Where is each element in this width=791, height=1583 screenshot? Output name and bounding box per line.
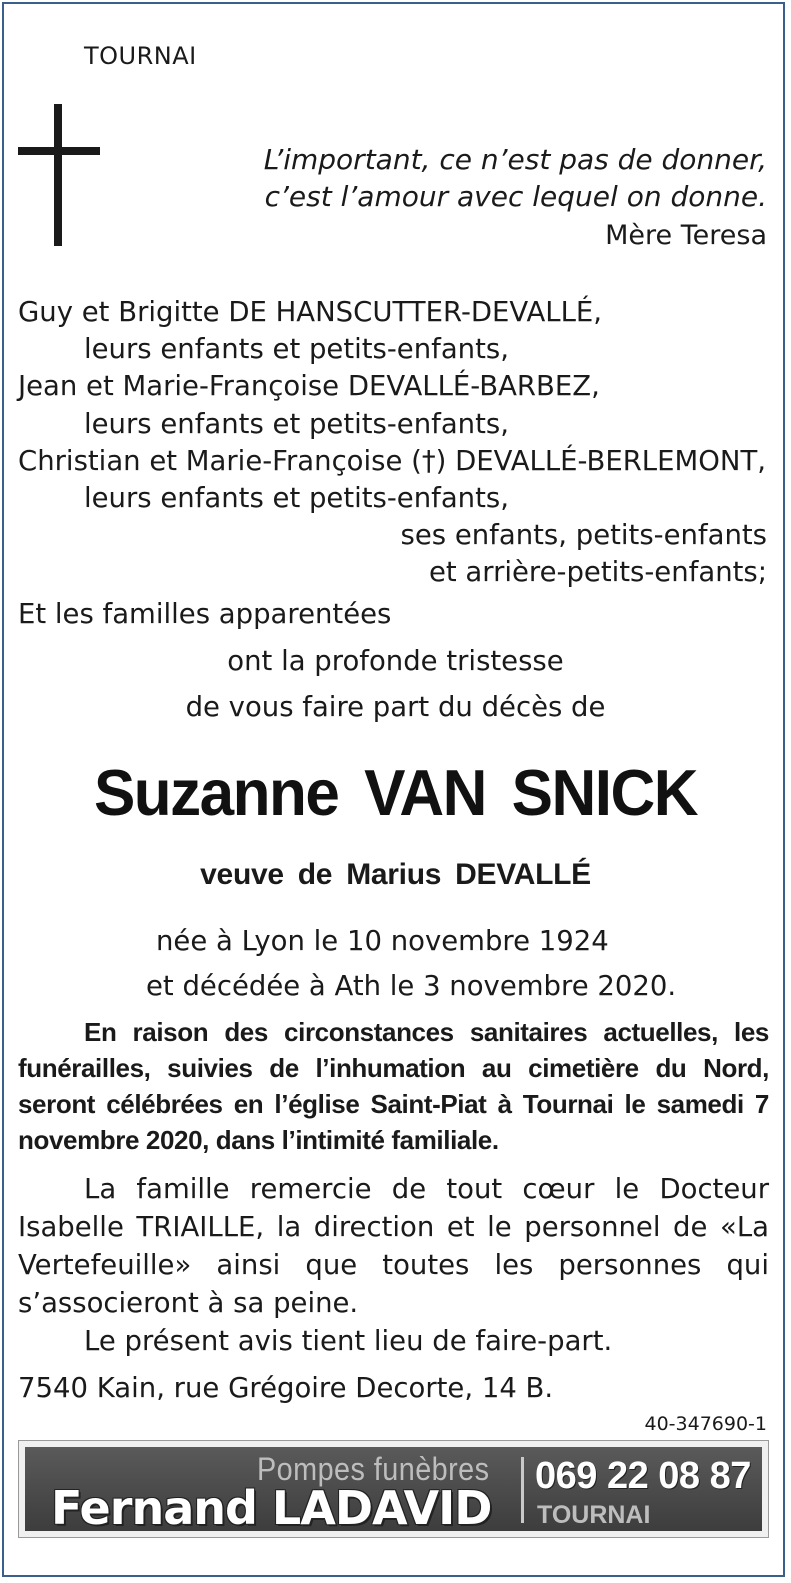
reference-number: 40-347690-1	[644, 1413, 767, 1435]
family-line: Et les familles apparentées	[18, 598, 392, 630]
funeral-home-name: Fernand LADAVID	[51, 1481, 492, 1535]
funeral-paragraph: En raison des circonstances sanitaires actuelles, les funérailles, suivies de l’inhumation au cimetière du Nord, seront célébrées en l’église Saint-Piat à Tournai le samedi 7 novembre 2020, dans l’intimité familiale.	[18, 1017, 769, 1155]
death-line: et décédée à Ath le 3 novembre 2020.	[146, 970, 677, 1002]
banner-divider	[521, 1457, 524, 1523]
funeral-home-banner	[18, 1440, 769, 1538]
funeral-home-tagline: Pompes funèbres	[257, 1451, 490, 1487]
family-line: leurs enfants et petits-enfants,	[84, 408, 509, 440]
family-line: et arrière-petits-enfants;	[428, 556, 767, 588]
deceased-name: Suzanne VAN SNICK	[93, 757, 698, 830]
funeral-home-town: TOURNAI	[537, 1501, 651, 1529]
quote-line-2: c’est l’amour avec lequel on donne.	[264, 180, 767, 213]
thanks-paragraph: La famille remercie de tout cœur le Docteur Isabelle TRIAILLE, la direction et le personnel de «La Vertefeuille» ainsi que toutes les personnes qui s’associeront à sa peine.	[18, 1173, 769, 1319]
family-line: Christian et Marie-Françoise (†) DEVALLÉ-BERLEMONT,	[18, 445, 766, 477]
notice-line: Le présent avis tient lieu de faire-part.	[84, 1325, 613, 1357]
address-line: 7540 Kain, rue Grégoire Decorte, 14 B.	[18, 1372, 554, 1404]
city-heading: TOURNAI	[84, 42, 197, 70]
family-line: Jean et Marie-Françoise DEVALLÉ-BARBEZ,	[18, 370, 600, 402]
family-line: Guy et Brigitte DE HANSCUTTER-DEVALLÉ,	[18, 296, 603, 328]
funeral-home-phone: 069 22 08 87	[535, 1455, 751, 1497]
family-line: leurs enfants et petits-enfants,	[84, 482, 509, 514]
quote-line-1: L’important, ce n’est pas de donner,	[263, 143, 767, 176]
family-line: ses enfants, petits-enfants	[400, 519, 767, 551]
birth-line: née à Lyon le 10 novembre 1924	[156, 925, 609, 957]
widow-of-line: veuve de Marius DEVALLÉ	[200, 858, 591, 891]
quote-author: Mère Teresa	[605, 220, 767, 251]
family-line: de vous faire part du décès de	[185, 691, 606, 723]
family-line: ont la profonde tristesse	[227, 645, 564, 677]
family-line: leurs enfants et petits-enfants,	[84, 333, 509, 365]
